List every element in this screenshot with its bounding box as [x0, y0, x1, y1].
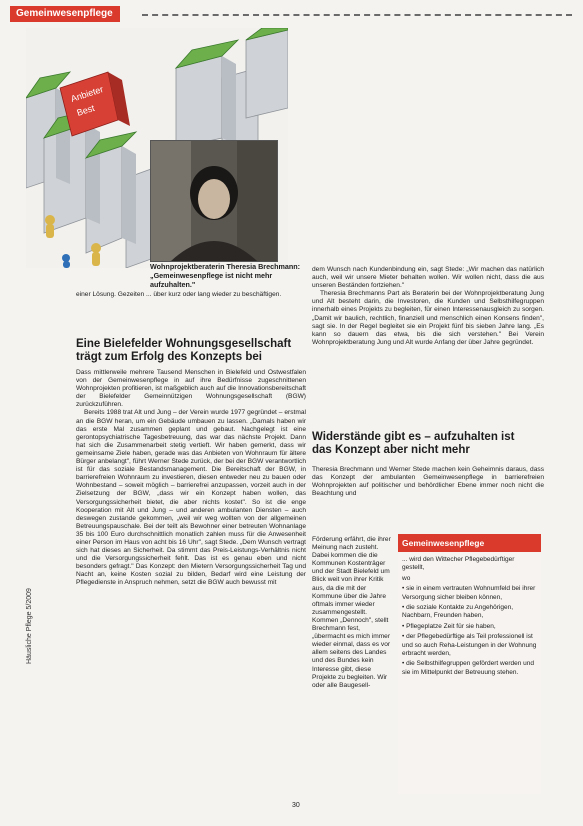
right-paragraph-2: Theresia Brechmanns Part als Beraterin bei der Wohnprojektberatung Jung und Alt besteht darin, die Investoren, die Kunden und Selbsthilfegruppen innerhalb eines Projekts zu begleiten, für einen Interessenausgleich zu sorgen. „Damit wir baulich, rechtlich, finanziell und menschlich einen Konsens finden", sagt sie. In der Regel begleitet sie ein Projekt fünf bis sieben Jahre lang. „Es kann so dauern das etwa, bis die sich verstehen." Bei Verein Wohnprojektberatung Jung und Alt wurde Anfang der über Jahre gegründet.	[312, 290, 544, 346]
journal-reference: Häusliche Pflege 5/2009	[26, 588, 33, 664]
sidebar-item: wo	[402, 574, 411, 582]
left-column-intro	[76, 291, 306, 299]
left-column-body	[76, 369, 306, 588]
right-column-top	[312, 266, 544, 347]
sidebar-item: • der Pflegebedürftige als Teil professionell ist und so auch Reha-Leistungen in der Wohnung erbracht werden,	[402, 633, 537, 658]
left-heading: Eine Bielefelder Wohnungsgesellschaft trägt zum Erfolg des Konzepts bei	[76, 338, 292, 363]
sign-text-line1: Anbieter	[69, 84, 105, 104]
sidebar-body	[398, 552, 541, 683]
portrait-caption-line2: „Gemeinwesenpflege ist nicht mehr aufzuhalten."	[150, 271, 273, 289]
left-paragraph-1: Dass mittlerweile mehrere Tausend Menschen in Bielefeld und Ostwestfalen von der Gemeinwesenpflege in auf ihre Bedürfnisse zugeschnittenen Wohnprojekten profitieren, ist maßgeblich auch auf die Innovationsbereitschaft der Bielefelder Gemeinnützigen Wohnungsgesellschaft (BGW) zurückzuführen.	[76, 369, 306, 409]
sidebar-item: • die soziale Kontakte zu Angehörigen, Nachbarn, Freunden haben,	[402, 604, 514, 620]
sidebar-item: • Pflegeplatze Zeit für sie haben,	[402, 622, 496, 630]
right-column-narrow	[312, 536, 394, 690]
page-number: 30	[292, 802, 300, 809]
right-column-para3	[312, 466, 544, 498]
right-heading: Widerstände gibt es – aufzuhalten ist das Konzept aber nicht mehr	[312, 431, 515, 456]
portrait-caption-line1: Wohnprojektberaterin Theresia Brechmann:	[150, 262, 301, 271]
sidebar-lead: ... wird den Wittecher Pflegebedürftiger gestellt,	[402, 556, 515, 572]
section-tag: Gemeinwesenpflege	[10, 6, 120, 22]
right-paragraph-1: dem Wunsch nach Kundenbindung ein, sagt Stede: „Wir machen das natürlich auch, weil wir unsere Mieter behalten wollen. Wir wollen nicht, dass die aus unseren Beständen fortziehen."	[312, 266, 544, 290]
portrait-caption	[150, 262, 304, 289]
sidebar-title: Gemeinwesenpflege	[398, 534, 541, 552]
portrait-photo	[150, 140, 278, 262]
header-dashed-rule	[142, 14, 572, 16]
info-sidebar	[398, 534, 541, 794]
sidebar-item: • die Selbsthilfegruppen gefördert werden und sie im Mittelpunkt der Betreuung stehen.	[402, 660, 535, 676]
section-header-bar	[0, 6, 583, 24]
left-paragraph-2: Bereits 1988 trat Alt und Jung – der Verein wurde 1977 gegründet – erstmal an die BGW heran, um ein Gebäude umbauen zu lassen. „Damals haben wir das erste Mal zusammen geplant und gebaut. Nachgelegt ist eine gerontopsychiatrische Tagesbetreuung, das war das nächste Projekt. Dann hat sich die Zusammenarbeit stetig vertieft. Wir haben gemerkt, dass wir gemeinsame Ziele haben, gerade was das Anbieten von Wohnraum für ältere Bürger anbelangt", führt Werner Stede zurück, der bei der BGW verantwortlich ist für das soziale Bestandsmanagement. Die Bereitschaft der BGW, in barrierefreien Wohnraum zu investieren, diesen entweder neu zu bauen oder Wohnbestand – soweit möglich – barrierefrei anzupassen, vorzeit auch in der Zielsetzung der BGW, „dass wir ein Konzept haben wollen, das Versorgungssicherheit bietet, die aber nichts kostet". So ist die enge Kooperation mit Alt und Jung – und anderen ambulanten Diensten – auch deswegen zustande gekommen, „weil wir weg wollten von der allgemeinen Betreuungspauschale. Bei der teilt als Bewohner einer betreuten Wohnanlage 35 bis 100 Euro durchschnittlich monatlich zahlen muss für die Anwesenheit einer Person im Haus von acht bis 16 Uhr", sagt Stede. „Dem Wunsch vertragt sich hat dieses an Sicherheit. Da stimmt das Preis-Leistungs-Verhältnis nicht und die Versorgungssicherheit fehlt. Das ist es genau eben und nicht besonders gefragt." Das Konzept: den Mietern Versorgungssicherheit Tag und Nacht an, keine Kosten sozial zu bilden, Bedarf wird eine Leistung der Pflegedienste in Anspruch nehmen, setzt die BGW auch bewusst mit	[76, 409, 306, 587]
right-paragraph-3: Theresia Brechmann und Werner Stede machen kein Geheimnis daraus, dass das Konzept der ambulanten Gemeinwesenpflege in barrierefreien Wohnprojekten auf politischer und behördlicher Ebene immer noch nicht die Beachtung und	[312, 466, 544, 498]
intro-fragment: einer Lösung. Gezeiten ... über kurz oder lang wieder zu beschäftigen.	[76, 291, 282, 298]
right-paragraph-4: Förderung erfährt, die ihrer Meinung nach zusteht. Dabei kommen die die Kommunen Kostenträger und der Stadt Bielefeld um Blick weit von ihrer Kritik aus, da die mit der Kommune über die Jahre oftmals immer wieder zusammengestellt. Kommen „Dennoch", stellt Brechmann fest, „übermacht es mich immer wieder einmal, dass es vor allem seitens des Landes und des Bundes kein Interesse gibt, diese Projekte zu begleiten. Wir oder alle Baugesell-	[312, 536, 391, 689]
sign-text-line2: Best	[75, 102, 96, 118]
sidebar-item: • sie in einem vertrauten Wohnumfeld bei ihrer Versorgung sicher bleiben können,	[402, 585, 536, 601]
